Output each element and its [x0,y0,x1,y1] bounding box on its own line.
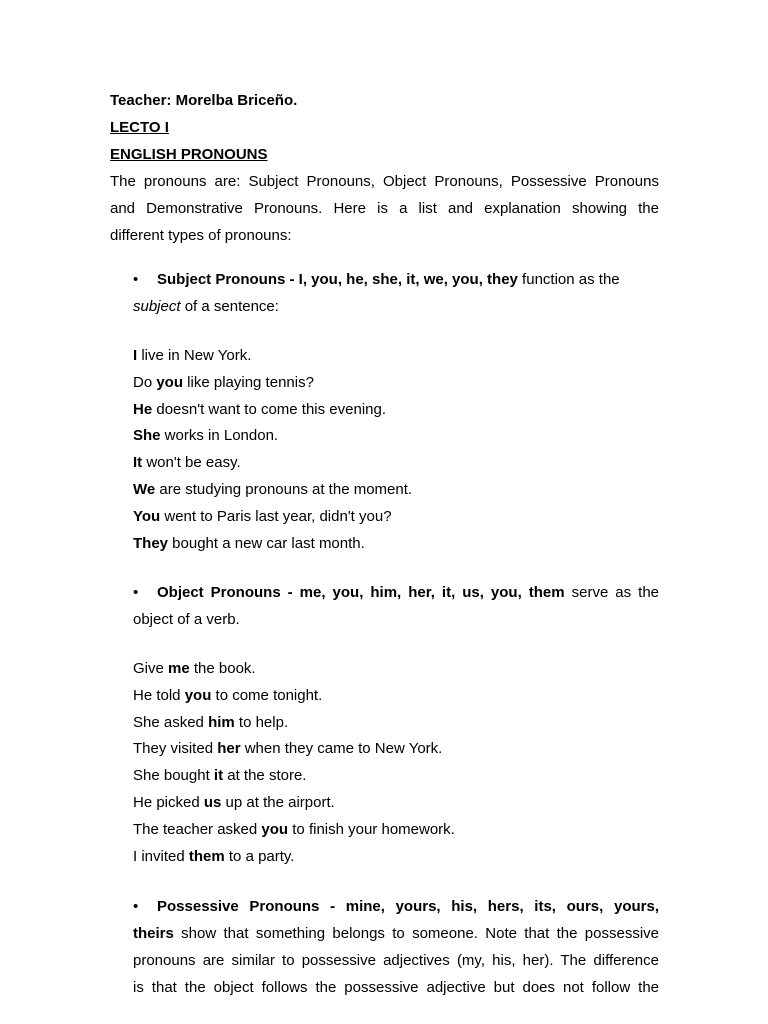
subject-example-pronoun: He [133,400,153,418]
subject-example-rest: live in New York. [137,347,252,364]
object-example-rest: when they came to New York. [240,740,443,758]
subject-heading-tail: function as the [517,271,620,288]
bullet-subject: • [133,271,139,288]
subject-example-pronoun: They [133,534,169,552]
object-example-rest: at the store. [223,767,307,785]
possessive-line2-bold: theirs [133,925,174,942]
object-example-pronoun: me [168,660,190,677]
subject-line2-rest: of a sentence: [180,298,279,315]
object-example-pronoun: him [208,713,235,731]
object-heading-tail: serve as the [564,584,659,601]
object-example [133,767,306,785]
object-line-2: object of a verb. [133,611,240,628]
teacher-line: Teacher: Morelba Briceño. [110,92,298,109]
object-example [133,740,442,758]
subject-example-rest: doesn't want to come this evening. [152,400,387,418]
subject-example [133,454,241,472]
subject-example-pre: Do [133,373,157,391]
subject-example-pronoun: It [133,454,143,472]
subject-example-pronoun: You [133,507,161,525]
object-example-rest: to come tonight. [211,686,323,704]
subject-em: subject [133,298,181,315]
intro-line-2: and Demonstrative Pronouns. Here is a list and explanation showing the [110,200,659,217]
object-example-pronoun: them [188,847,225,865]
object-example-rest: to finish your homework. [288,820,455,838]
object-example [133,848,294,866]
object-example-rest: to a party. [224,847,295,865]
object-example-rest: to help. [234,713,289,731]
bullet-object: • [133,584,139,601]
object-example-rest: up at the airport. [221,794,335,811]
subject-example [133,481,412,499]
intro-line-1: The pronouns are: Subject Pronouns, Object Pronouns, Possessive Pronouns [110,173,659,190]
course-title: LECTO I [110,119,169,136]
subject-heading: Subject Pronouns - I, you, he, she, it, we, you, they [157,271,518,288]
subject-example [133,427,278,445]
subject-example [133,535,365,553]
subject-example [133,508,392,526]
possessive-line2-rest: show that something belongs to someone. Note that the possessive [173,925,659,942]
subject-example-pronoun: I [133,347,138,364]
object-example-pronoun: you [184,686,212,704]
object-example-pre: She asked [133,713,209,731]
object-heading: Object Pronouns - me, you, him, her, it, us, you, them [157,584,565,601]
object-example-rest: the book. [189,660,256,677]
subject-heading-line [157,271,620,289]
object-example-pronoun: it [213,767,224,785]
subject-example-rest: went to Paris last year, didn't you? [160,507,392,525]
subject-example [133,401,386,419]
subject-example-rest: like playing tennis? [183,373,314,391]
possessive-heading: Possessive Pronouns - mine, yours, his, hers, its, ours, yours, [157,898,659,915]
object-example-pronoun: us [203,794,222,811]
object-example-pronoun: you [261,820,289,838]
possessive-line-3: pronouns are similar to possessive adjectives (my, his, her). The difference [133,952,659,969]
subject-example-pronoun: you [156,373,184,391]
subject-line-2 [133,298,279,316]
subject-example-pronoun: She [133,427,161,445]
object-example-pre: She bought [133,767,214,785]
object-example-pre: They visited [133,740,218,758]
subject-example-rest: works in London. [160,427,279,445]
object-heading-line [157,584,659,602]
subject-example [133,347,251,365]
subject-example-rest: are studying pronouns at the moment. [155,481,413,498]
bullet-possessive: • [133,898,139,915]
possessive-line-4: is that the object follows the possessive adjective but does not follow the [133,979,659,996]
subject-example-rest: won't be easy. [142,454,241,472]
object-example [133,687,322,705]
object-example [133,821,455,839]
possessive-line-2 [133,925,659,943]
object-example-pre: Give [133,660,169,677]
object-example-pre: The teacher asked [133,820,262,838]
intro-line-3: different types of pronouns: [110,227,292,244]
subject-example-rest: bought a new car last month. [168,534,365,552]
object-example-pre: He picked [133,794,204,811]
subject-example-pronoun: We [133,481,156,498]
object-example [133,794,335,812]
object-example [133,660,256,678]
object-example-pre: He told [133,686,185,704]
page-title: ENGLISH PRONOUNS [110,146,268,163]
object-example [133,714,288,732]
subject-example [133,374,314,392]
object-example-pre: I invited [133,847,189,865]
object-example-pronoun: her [217,740,241,758]
